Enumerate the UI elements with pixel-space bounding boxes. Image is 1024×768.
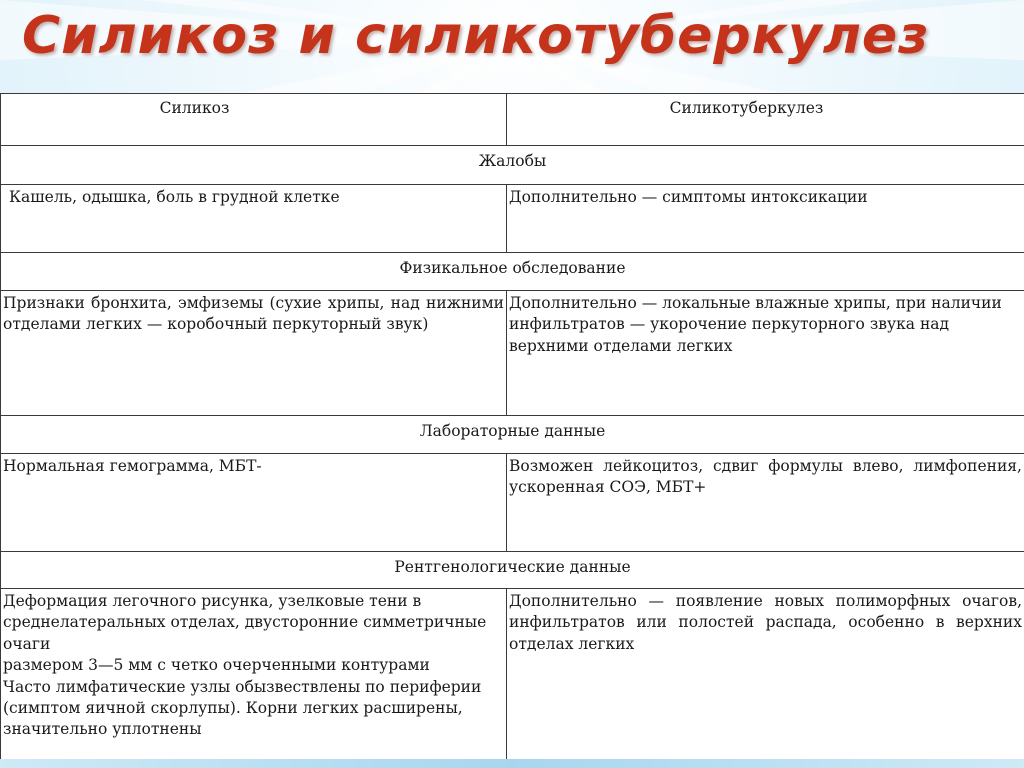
- table-header-row: [1, 94, 1024, 146]
- slide-title: Силикоз и силикотуберкулез: [22, 6, 930, 66]
- physical-silicosis: Признаки бронхита, эмфиземы (сухие хрипы, над нижними отделами легких — коробочный перкуторный звук): [1, 291, 507, 416]
- table-row: [1, 589, 1024, 760]
- section-title-complaints: Жалобы: [1, 146, 1024, 185]
- bottom-decoration: [0, 759, 1024, 768]
- table-row: [1, 454, 1024, 552]
- section-complaints-row: [1, 146, 1024, 185]
- xray-silicosis-line-2: размером 3—5 мм с четко очерченными контурами: [3, 656, 430, 675]
- section-xray-row: [1, 552, 1024, 589]
- section-title-physical: Физикальное обследование: [1, 253, 1024, 291]
- lab-silicotuberculosis: Возможен лейкоцитоз, сдвиг формулы влево, лимфопения, ускоренная СОЭ, МБТ+: [507, 454, 1024, 552]
- complaints-silicotuberculosis: Дополнительно — симптомы интоксикации: [507, 185, 1024, 253]
- xray-silicosis: [1, 589, 507, 760]
- xray-silicosis-line-1: Деформация легочного рисунка, узелковые тени в среднелатеральных отделах, двусторонние симметричные очаги: [3, 592, 487, 653]
- section-physical-row: [1, 253, 1024, 291]
- table-row: [1, 291, 1024, 416]
- section-lab-row: [1, 416, 1024, 454]
- xray-silicotuberculosis: Дополнительно — появление новых полиморфных очагов, инфильтратов или полостей распада, особенно в верхних отделах легких: [507, 589, 1024, 760]
- complaints-silicosis: Кашель, одышка, боль в грудной клетке: [1, 185, 507, 253]
- lab-silicosis: Нормальная гемограмма, МБТ-: [1, 454, 507, 552]
- table-row: [1, 185, 1024, 253]
- physical-silicotuberculosis: Дополнительно — локальные влажные хрипы, при наличии инфильтратов — укорочение перкуторного звука над верхними отделами легких: [507, 291, 1024, 416]
- comparison-table: [0, 93, 1024, 760]
- section-title-lab: Лабораторные данные: [1, 416, 1024, 454]
- xray-silicosis-line-3: Часто лимфатические узлы обызвествлены по периферии (симптом яичной скорлупы). Корни легких расширены, значительно уплотнены: [3, 677, 482, 739]
- header-silicotuberculosis: Силикотуберкулез: [507, 94, 1024, 146]
- section-title-xray: Рентгенологические данные: [1, 552, 1024, 589]
- header-silicosis: Силикоз: [1, 94, 507, 146]
